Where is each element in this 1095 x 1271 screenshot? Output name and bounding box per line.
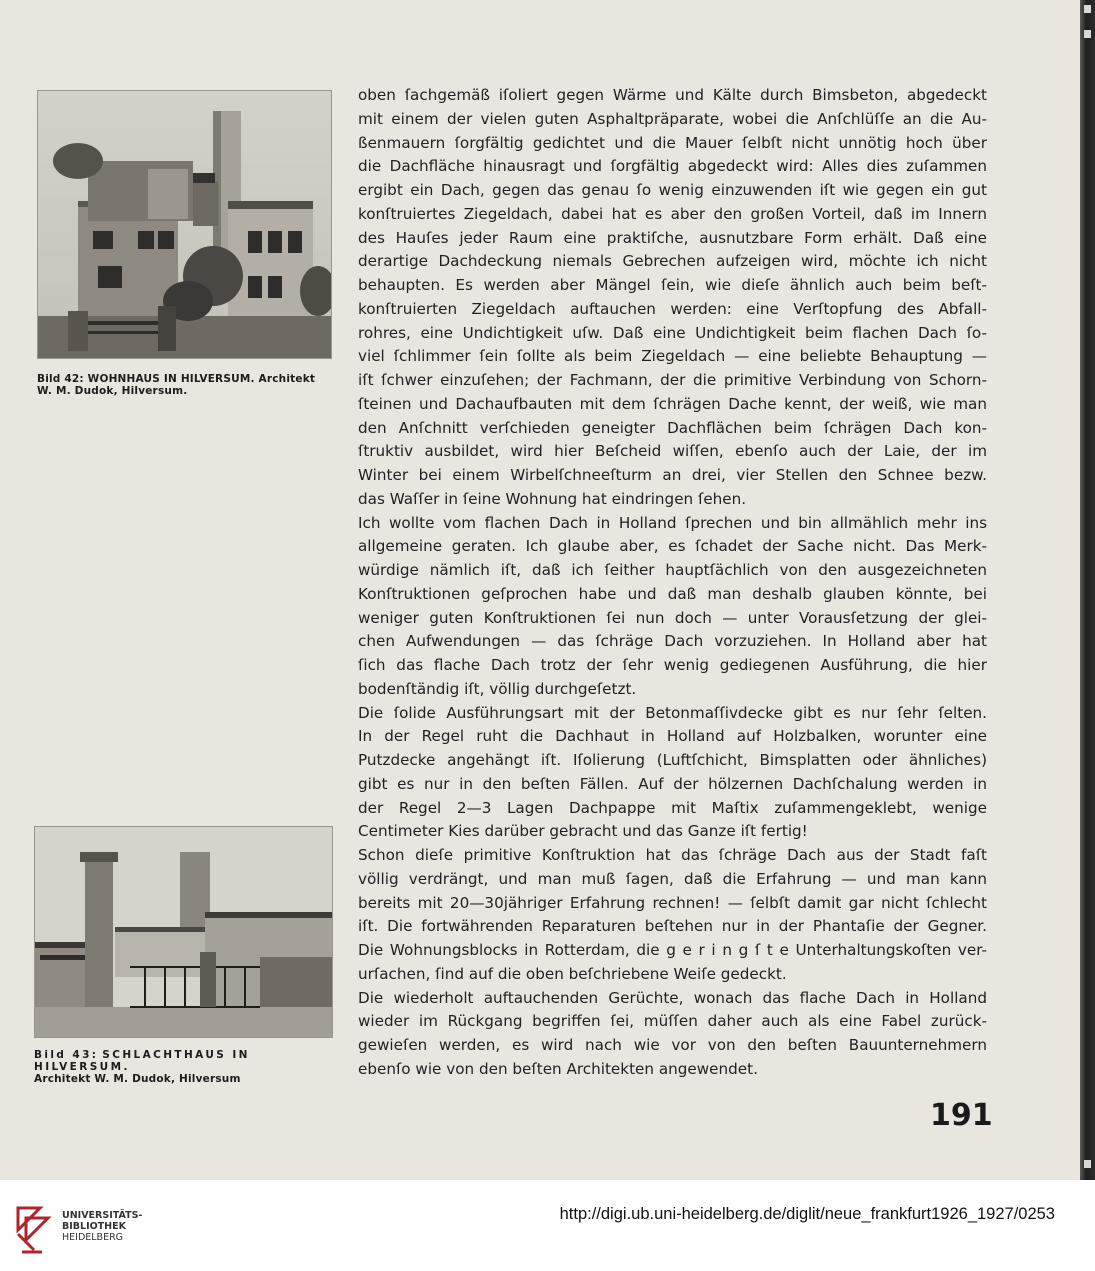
text-line: Die ſolide Ausführungsart mit der Betonmaſſivdecke gibt es nur ſehr ſelten. [358, 703, 987, 722]
text-line: das Waſſer in ſeine Wohnung hat eindringen ſehen. [358, 489, 747, 508]
text-line: die Dachfläche hinausragt und ſorgfältig abgedeckt wird: Alles dies zuſammen [358, 157, 987, 176]
text-line: Konſtruktionen geſprochen habe und daß man deshalb glauben könnte, bei [358, 584, 987, 603]
text-line: völlig verdrängt, und man muß ſagen, daß die Erfahrung — und man kann [358, 869, 987, 888]
caption-architect: W. M. Dudok, Hilversum. [37, 385, 188, 397]
logo-line-1: UNIVERSITÄTS- [62, 1210, 143, 1221]
text-line: ßenmauern ſorgfältig gedichtet und die Mauer ſelbſt nicht unnötig hoch über [358, 133, 987, 152]
text-line: mit einem der vielen guten Asphaltpräparate, wobei die Anſchlüſſe an die Au- [358, 109, 987, 128]
source-url[interactable]: http://digi.ub.uni-heidelberg.de/diglit/neue_frankfurt1926_1927/0253 [559, 1205, 1055, 1223]
logo-line-2: BIBLIOTHEK [62, 1221, 126, 1232]
text-line: iſt ſchwer einzuſehen; der Fachmann, der die primitive Verbindung von Schorn- [358, 371, 987, 389]
text-line: Die wiederholt auftauchenden Gerüchte, wonach das flache Dach in Holland [358, 988, 987, 1007]
text-line: viel ſchlimmer ſein ſollte als beim Ziegeldach — eine beliebte Behauptung — [358, 347, 987, 366]
text-line: gibt es nur in den beſten Fällen. Auf der hölzernen Dachſchalung werden in [358, 774, 987, 793]
text-line: ſich das flache Dach trotz der ſehr wenig gediegenen Ausführung, die hier [358, 656, 987, 674]
text-line: oben ſachgemäß iſoliert gegen Wärme und Kälte durch Bimsbeton, abgedeckt [358, 86, 987, 104]
text-line: wieder im Rückgang begriffen ſei, müſſen daher auch als eine Fabel zurück- [358, 1012, 987, 1031]
text-line: weniger guten Konſtruktionen ſei nun doch — unter Vorausſetzung der glei- [358, 608, 987, 627]
text-line: Schon dieſe primitive Konſtruktion hat das ſchräge Dach aus der Stadt faſt [358, 846, 987, 864]
text-line: der Regel 2—3 Lagen Dachpappe mit Maſtix zuſammengeklebt, wenige [358, 798, 987, 817]
text-line: iſt. Die fortwährenden Reparaturen beſtehen nur in der Phantaſie der Gegner. [358, 917, 987, 936]
text-line: Ich wollte vom flachen Dach in Holland ſprechen und bin allmählich mehr ins [358, 513, 987, 532]
caption-architect: Architekt W. M. Dudok, Hilversum [34, 1073, 241, 1085]
text-line: bereits mit 20—30jähriger Erfahrung rechnen! — ſelbſt damit gar nicht ſchlecht [358, 893, 987, 912]
caption-rest: Architekt [258, 373, 316, 385]
text-line: rohres, eine Undichtigkeit uſw. Daß eine Undichtigkeit beim flachen Dach ſo- [358, 323, 987, 342]
text-line: gewieſen werden, es wird nach wie vor von den beſten Bauunternehmern [358, 1036, 987, 1054]
text-line: ſteinen und Dachaufbauten mit dem ſchrägen Dache kennt, der weiß, wie man [358, 394, 987, 413]
text-line: derartige Dachdeckung niemals Gebrechen aufzeigen wird, möchte ich nicht [358, 252, 987, 271]
university-library-logo[interactable] [12, 1200, 192, 1260]
text-line: des Hauſes jeder Raum eine praktiſche, ausnutzbare Form erhält. Daß eine [358, 228, 987, 247]
page-number: 191 [930, 1098, 993, 1133]
caption-bild-43 [34, 1049, 344, 1085]
text-line: Die Wohnungsblocks in Rotterdam, die g e r i n g ſ t e Unterhaltungskoſten ver- [358, 941, 987, 959]
photo-schlachthaus-hilversum [34, 826, 333, 1038]
text-line: behaupten. Es werden aber Mängel ſein, wie dieſe ähnlich auch beim beſt- [358, 276, 987, 294]
text-line: Putzdecke angehängt iſt. Iſolierung (Luftſchicht, Bimsplatten oder ähnliches) [358, 751, 987, 769]
text-line: den Anſchnitt verſchieden geneigter Dachflächen beim ſchrägen Dach kon- [358, 418, 987, 437]
text-line: ebenſo wie von den beſten Architekten angewendet. [358, 1059, 758, 1078]
library-emblem-icon [12, 1200, 56, 1258]
text-line: In der Regel ruht die Dachhaut in Holland auf Holzbalken, worunter eine [358, 727, 987, 746]
caption-bild-42 [37, 373, 337, 397]
caption-title: SCHLACHTHAUS IN HILVERSUM. [34, 1049, 250, 1073]
photo-wohnhaus-hilversum [37, 90, 332, 359]
caption-label: Bild 43: [34, 1049, 99, 1061]
text-line: urſachen, ſind auf die oben beſchriebene Weiſe gedeckt. [358, 964, 787, 983]
caption-title: WOHNHAUS IN HILVERSUM. [87, 373, 255, 385]
text-line: allgemeine geraten. Ich glaube aber, es ſchadet der Sache nicht. Das Merk- [358, 537, 987, 556]
text-line: konſtruiertes Ziegeldach, dabei hat es aber den großen Vorteil, daß im Innern [358, 204, 987, 223]
text-line: Winter bei einem Wirbelſchneeſturm an drei, vier Stellen den Schnee bezw. [358, 466, 987, 484]
caption-label: Bild 42: [37, 373, 84, 385]
text-line: bodenſtändig iſt, völlig durchgeſetzt. [358, 679, 637, 698]
text-line: chen Aufwendungen — das ſchräge Dach vorzuziehen. In Holland aber hat [358, 632, 987, 651]
logo-line-3: HEIDELBERG [62, 1232, 124, 1243]
article-body [358, 84, 987, 1082]
text-line: würdige nämlich iſt, daß ich ſeither hauptſächlich von den ausgezeichneten [358, 561, 987, 579]
text-line: konſtruierten Ziegeldach auftauchen werden: eine Verſtopfung des Abfall- [358, 299, 987, 318]
text-line: ergibt ein Dach, gegen das genau ſo wenig einzuwenden iſt wie gegen ein gut [358, 181, 987, 199]
text-line: ſtruktiv ausbildet, wird hier Beſcheid wiſſen, ebenſo auch der Laie, der im [358, 442, 987, 461]
scan-edge [1080, 0, 1095, 1180]
text-line: Centimeter Kies darüber gebracht und das Ganze iſt fertig! [358, 822, 808, 841]
